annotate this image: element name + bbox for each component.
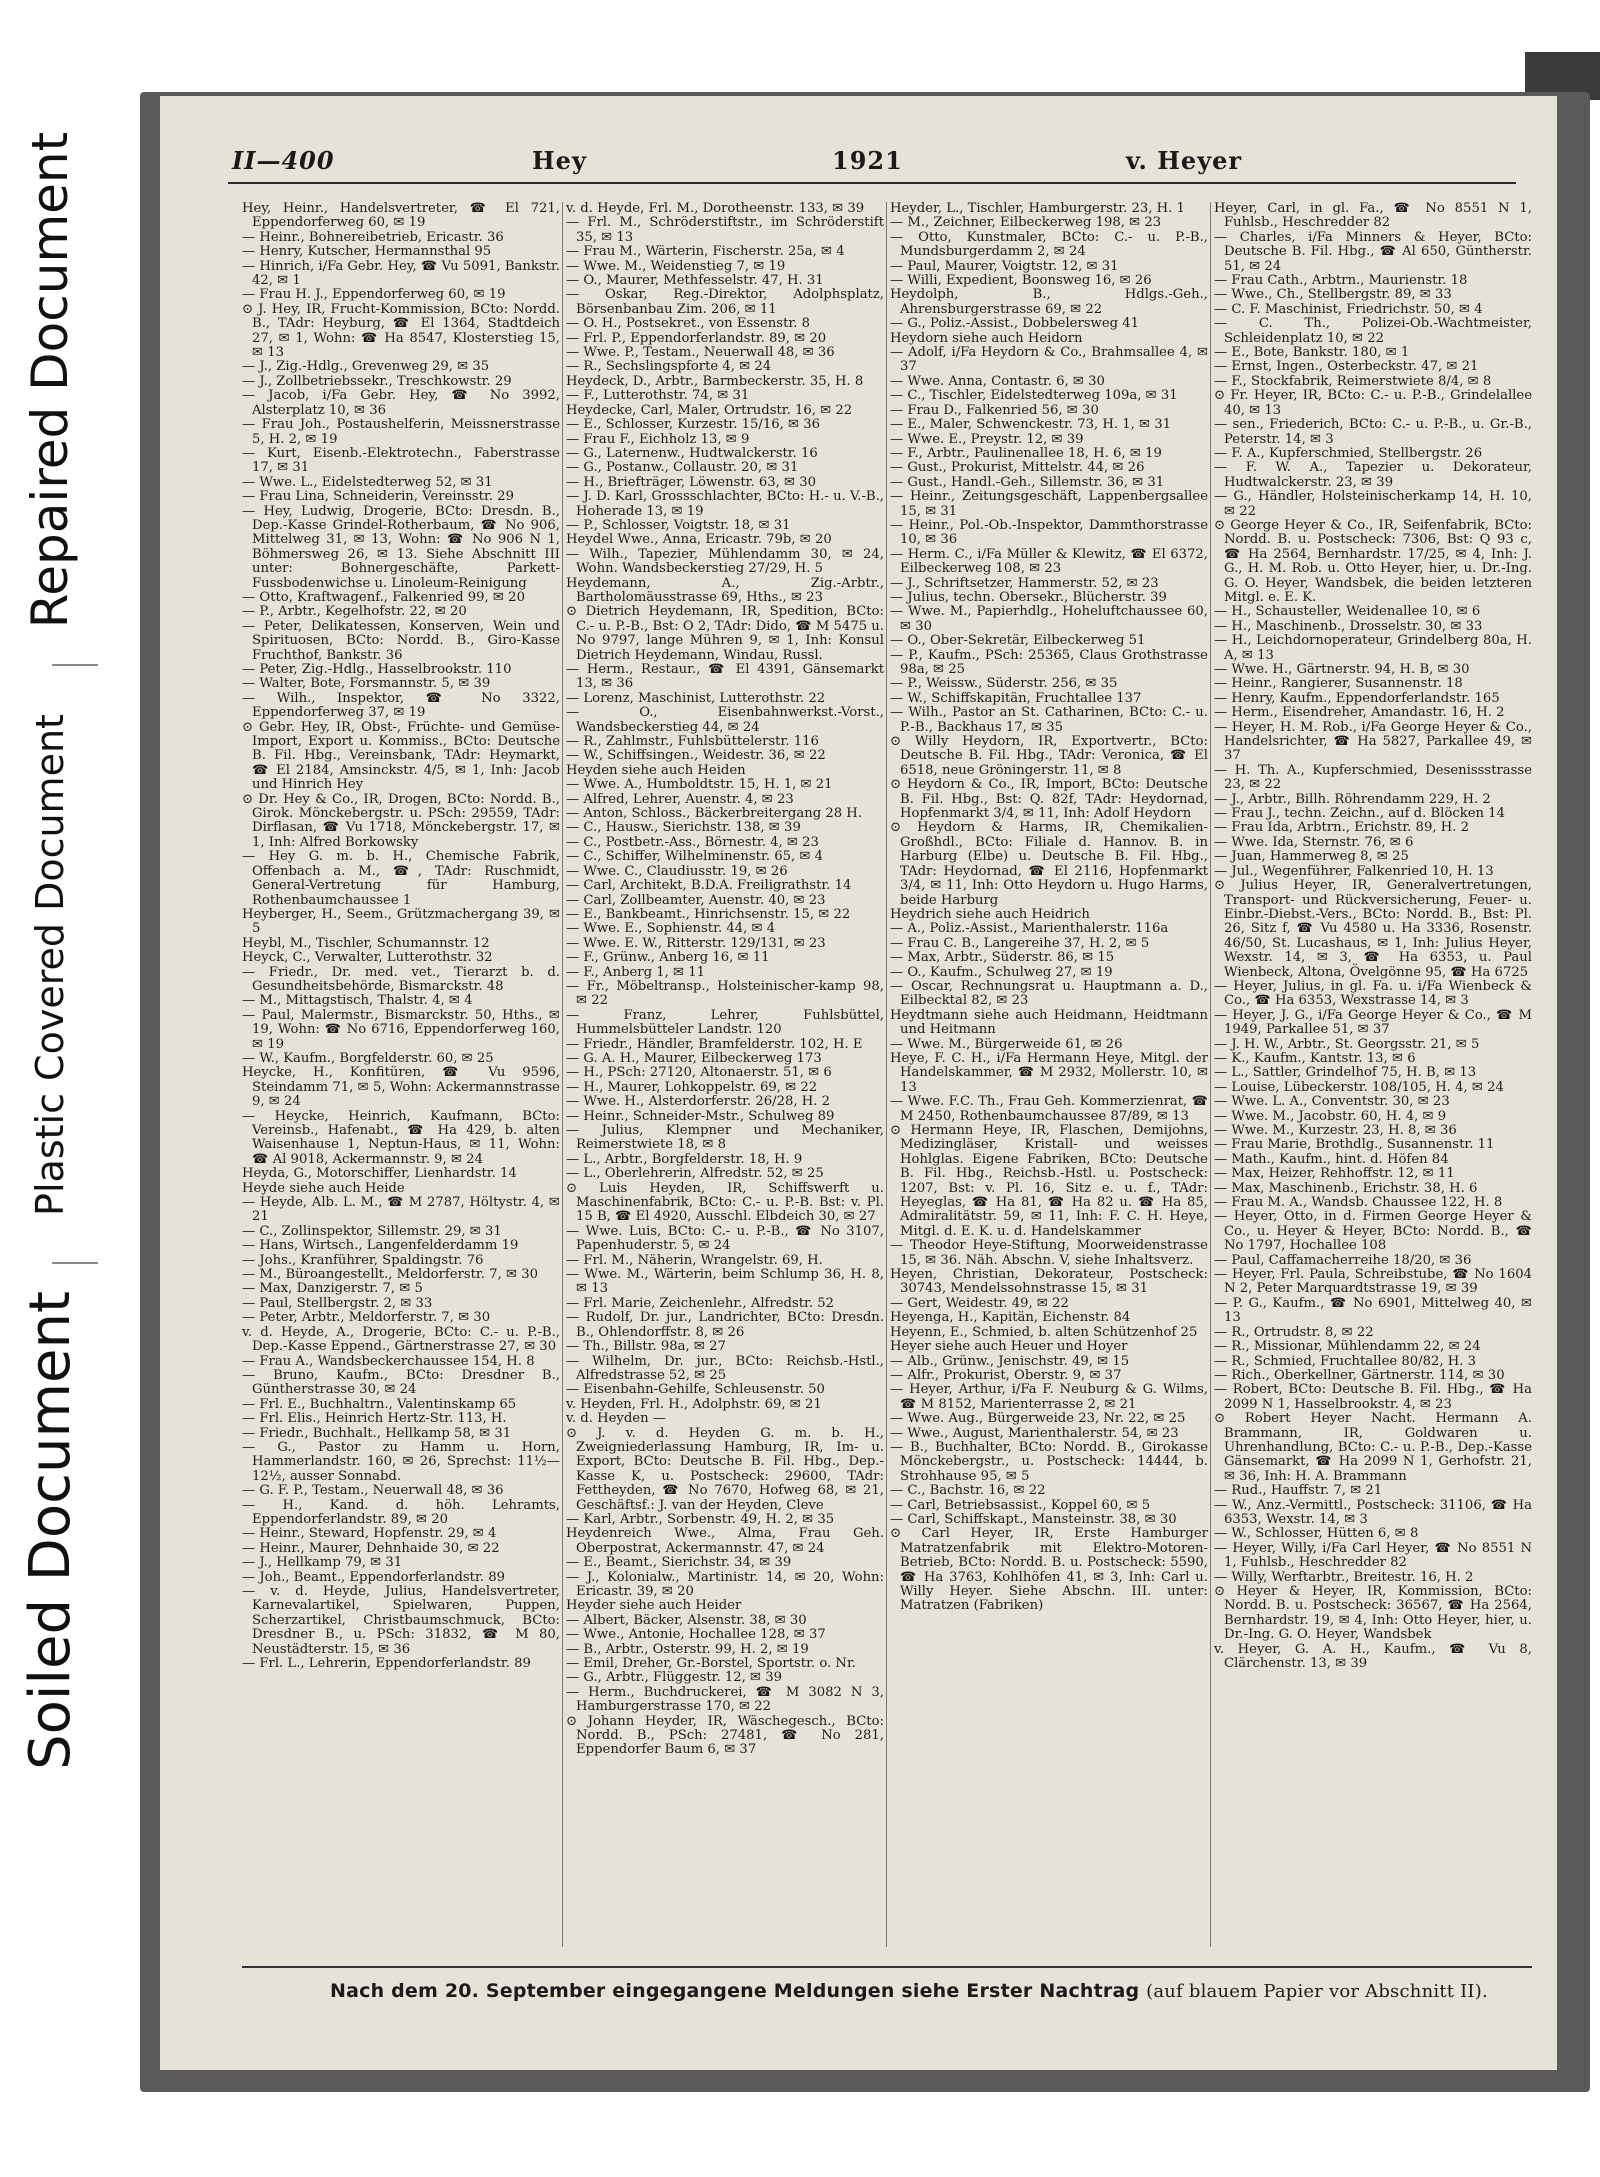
directory-entry: ⊙ J. Hey, IR, Frucht-Kommission, BCto: Nordd. B., TAdr: Heyburg, ☎ El 1364, Stadtdeich 27, ✉ 1, Wohn: ☎ Ha 8547, Klosterstieg 15, ✉ 13 — [242, 301, 560, 361]
directory-entry: ⊙ Heydorn & Co., IR, Import, BCto: Deutsche B. Fil. Hbg., Bst: Q. 82f, TAdr: Heydornad, Hopfenmarkt 3/4, ✉ 11, Inh: Adolf Heydorn — [890, 777, 1208, 822]
directory-entry: ⊙ George Heyer & Co., IR, Seifenfabrik, BCto: Nordd. B. u. Postscheck: 7306, Bst: Q 93 c, ☎ Ha 2564, Bernhardstr. 17/25, ✉ 4, Inh: J. G., H. M. Rob. u. Otto Heyer, hier, u. Dr.-Ing. G. O. Heyer, Wandsbek, die beiden letzteren Mitgl. e. E. K. — [1214, 517, 1532, 605]
footer-normal: (auf blauem Papier vor Abschnitt II). — [1146, 1981, 1488, 2002]
directory-entry: — Frl. M., Näherin, Wrangelstr. 69, H. — [566, 1252, 823, 1268]
directory-entry: — Karl, Arbtr., Sorbenstr. 49, H. 2, ✉ 35 — [566, 1511, 835, 1527]
directory-entry: — Emil, Dreher, Gr.-Borstel, Sportstr. o. Nr. — [566, 1656, 856, 1672]
directory-entry: — R., Ortrudstr. 8, ✉ 22 — [1214, 1324, 1374, 1340]
directory-entry: — Lorenz, Maschinist, Lutterothstr. 22 — [566, 690, 826, 706]
directory-entry: — H., Maurer, Lohkoppelstr. 69, ✉ 22 — [566, 1079, 818, 1095]
directory-entry: — Julius, techn. Obersekr., Blücherstr. 39 — [890, 589, 1167, 605]
directory-entry: — Jul., Wegenführer, Falkenried 10, H. 13 — [1214, 863, 1494, 879]
directory-entry: — G., Pastor zu Hamm u. Horn, Hammerlandstr. 160, ✉ 26, Sprechst: 11½—12½, ausser Sonnabd. — [242, 1439, 560, 1484]
directory-entry: — Frl. Marie, Zeichenlehr., Alfredstr. 52 — [566, 1295, 835, 1311]
repaired-document-label: Repaired Document — [21, 131, 80, 629]
directory-entry: — W., Kaufm., Borgfelderstr. 60, ✉ 25 — [242, 1050, 494, 1066]
directory-entry: — Max, Danzigerstr. 7, ✉ 5 — [242, 1281, 423, 1297]
directory-entry: — Peter, Arbtr., Meldorferstr. 7, ✉ 30 — [242, 1310, 491, 1326]
directory-entry: — Friedr., Händler, Bramfelderstr. 102, H. E — [566, 1036, 863, 1052]
directory-entry: — Wwe. M., Weidenstieg 7, ✉ 19 — [566, 258, 786, 274]
directory-entry: — Otto, Kraftwagenf., Falkenried 99, ✉ 20 — [242, 589, 525, 605]
directory-entry: — Herm., Buchdruckerei, ☎ M 3082 N 3, Hamburgerstrasse 170, ✉ 22 — [566, 1684, 884, 1715]
soiled-document-label: Soiled Document — [17, 1290, 83, 1770]
directory-entry: — J., Arbtr., Billh. Röhrendamm 229, H. 2 — [1214, 791, 1491, 807]
directory-entry: — Wwe. L. A., Conventstr. 30, ✉ 23 — [1214, 1094, 1450, 1110]
directory-entry: — C., Bachstr. 16, ✉ 22 — [890, 1483, 1046, 1499]
directory-entry: — Frau M. A., Wandsb. Chaussee 122, H. 8 — [1214, 1195, 1503, 1211]
directory-entry: ⊙ Dietrich Heydemann, IR, Spedition, BCto: C.- u. P.-B., Bst: O 2, TAdr: Dido, ☎ M 5475 u. No 9797, lange Mühren 9, ✉ 1, Inh: Konsul Dietrich Heydemann, Windau, Russl. — [566, 604, 884, 663]
directory-entry: — Wwe. C., Claudiusstr. 19, ✉ 26 — [566, 863, 788, 879]
directory-entry: — J., Schriftsetzer, Hammerstr. 52, ✉ 23 — [890, 575, 1159, 591]
directory-entry: — A., Poliz.-Assist., Marienthalerstr. 116a — [890, 921, 1169, 937]
directory-entry: — C. F. Maschinist, Friedrichstr. 50, ✉ 4 — [1214, 301, 1483, 317]
label-divider — [52, 1262, 98, 1264]
directory-entry: — Albert, Bäcker, Alsenstr. 38, ✉ 30 — [566, 1612, 807, 1628]
directory-entry: — Hey, Ludwig, Drogerie, BCto: Dresdn. B., Dep.-Kasse Grindel-Rotherbaum, ☎ No 906, Mittelweg 31, ✉ 13, Wohn: ☎ No 906 N 1, Böhmersweg 26, ✉ 13. Siehe Abschnitt III unter: Bohnergeschäfte, Parkett-Fussbodenwichse u. Linoleum-Reinigung — [242, 503, 560, 591]
directory-entry: — Rud., Hauffstr. 7, ✉ 21 — [1214, 1483, 1383, 1499]
directory-entry: — H., Schausteller, Weidenallee 10, ✉ 6 — [1214, 604, 1481, 620]
directory-entry: — Henry, Kaufm., Eppendorferlandstr. 165 — [1214, 690, 1500, 706]
directory-entry: — J., Hellkamp 79, ✉ 31 — [242, 1555, 403, 1571]
directory-entry: — C., Schiffer, Wilhelminenstr. 65, ✉ 4 — [566, 849, 824, 865]
directory-entry: — G., Postanw., Collaustr. 20, ✉ 31 — [566, 460, 799, 476]
directory-entry: — Wwe. E., Sophienstr. 44, ✉ 4 — [566, 921, 776, 937]
directory-entry: — P., Kaufm., PSch: 25365, Claus Grothstrasse 98a, ✉ 25 — [890, 647, 1208, 677]
directory-entry: Heyden siehe auch Heiden — [566, 762, 746, 778]
directory-entry: — Frau Marie, Brothdlg., Susannenstr. 11 — [1214, 1137, 1495, 1153]
directory-entry: — Wwe. P., Testam., Neuerwall 48, ✉ 36 — [566, 345, 835, 361]
directory-entry: ⊙ Hermann Heye, IR, Flaschen, Demijohns, Medizingläser, Kristall- und weisses Hohlglas. Eigene Fabriken, BCto: Deutsche B. Fil. Hbg., Reichsb.-Hstl. u. Postscheck: 1207, Bst: v. Pl. 16, Sitz e. u. f., TAdr: Heyeglas, ☎ Ha 81, ☎ Ha 82 u. ☎ Ha 85, Admiralitätstr. 59, ✉ 11, Inh: F. C. H. Heye, Mitgl. d. E. K. u. d. Handelskammer — [890, 1123, 1208, 1239]
directory-entry: — Frl. Elis., Heinrich Hertz-Str. 113, H. — [242, 1411, 507, 1427]
directory-entry: — F., Arbtr., Paulinenallee 18, H. 6, ✉ 19 — [890, 445, 1162, 461]
directory-entry: — H., Briefträger, Löwenstr. 63, ✉ 30 — [566, 474, 817, 490]
directory-entry: — H. Th. A., Kupferschmied, Desenissstrasse 23, ✉ 22 — [1214, 762, 1532, 793]
directory-entry: — Wwe. M., Jacobstr. 60, H. 4, ✉ 9 — [1214, 1108, 1447, 1124]
directory-entry: — Frl. P., Eppendorferlandstr. 89, ✉ 20 — [566, 330, 827, 346]
running-head-last: v. Heyer — [1126, 146, 1243, 175]
directory-entry: ⊙ Willy Heydorn, IR, Exportvertr., BCto: Deutsche B. Fil. Hbg., TAdr: Veronica, ☎ El 6518, neue Gröningerstr. 11, ✉ 8 — [890, 734, 1208, 778]
directory-entry: — Alb., Grünw., Jenischstr. 49, ✉ 15 — [890, 1353, 1130, 1369]
directory-entry: — Franz, Lehrer, Fuhlsbüttel, Hummelsbütteler Landstr. 120 — [566, 1007, 884, 1038]
directory-entry: — O., Maurer, Methfesselstr. 47, H. 31 — [566, 273, 824, 289]
directory-entry: — Frau Lina, Schneiderin, Vereinsstr. 29 — [242, 489, 514, 505]
directory-entry: — Wwe. M., Wärterin, beim Schlump 36, H. 8, ✉ 13 — [566, 1267, 884, 1297]
directory-entry: — Hans, Wirtsch., Langenfelderdamm 19 — [242, 1238, 519, 1254]
directory-entry: — Herm. C., i/Fa Müller & Klewitz, ☎ El 6372, Eilbeckerweg 108, ✉ 23 — [890, 546, 1208, 577]
directory-entry: — Willi, Expedient, Boonsweg 16, ✉ 26 — [890, 273, 1152, 289]
directory-entry: — E., Maler, Schwenckestr. 73, H. 1, ✉ 31 — [890, 417, 1172, 433]
directory-entry: — Fr., Möbeltransp., Holsteinischer-kamp 98, ✉ 22 — [566, 978, 884, 1009]
directory-entry: — P., Schlosser, Voigtstr. 18, ✉ 31 — [566, 517, 791, 533]
directory-entry: ⊙ Luis Heyden, IR, Schiffswerft u. Maschinenfabrik, BCto: C.- u. P.-B. Bst: v. Pl. 15 B, ☎ El 4920, Ausschl. Elbdeich 30, ✉ 27 — [566, 1180, 884, 1225]
directory-entry: — Paul, Malermstr., Bismarckstr. 50, Hths., ✉ 19, Wohn: ☎ No 6716, Eppendorferweg 160, ✉ 19 — [242, 1007, 560, 1052]
directory-entry: — G., Poliz.-Assist., Dobbelersweg 41 — [890, 316, 1140, 332]
directory-entry: — Herm., Restaur., ☎ El 4391, Gänsemarkt 13, ✉ 36 — [566, 662, 884, 692]
directory-entry: — Gust., Handl.-Geh., Sillemstr. 36, ✉ 31 — [890, 474, 1165, 490]
directory-entry: — Friedr., Dr. med. vet., Tierarzt b. d. Gesundheitsbehörde, Bismarckstr. 48 — [242, 964, 560, 994]
directory-entry: ⊙ Dr. Hey & Co., IR, Drogen, BCto: Nordd. B., Girok. Mönckebergstr. u. PSch: 29559, TAdr: Dirflasan, ☎ Vu 1718, Mönckebergstr. 17, ✉ 1, Inh: Alfred Borkowsky — [242, 791, 560, 850]
directory-entry: — W., Schiffskapitän, Fruchtallee 137 — [890, 690, 1142, 706]
directory-entry: Heydolph, B., Hdlgs.-Geh., Ahrensburgerstrasse 69, ✉ 22 — [890, 287, 1208, 317]
directory-entry: — Heinr., Rangierer, Susannenstr. 18 — [1214, 676, 1463, 692]
directory-entry: — Wilh., Pastor an St. Catharinen, BCto: C.- u. P.-B., Backhaus 17, ✉ 35 — [890, 705, 1208, 735]
directory-entry: — Joh., Beamt., Eppendorferlandstr. 89 — [242, 1569, 505, 1585]
directory-entry: ⊙ Julius Heyer, IR, Generalvertretungen, Transport- und Rückversicherung, Feuer- u. Einbr.-Diebst.-Vers., BCto: Nordd. B., Bst: Pl. 26, Sitz f, ☎ Vu 4580 u. Ha 3336, Rosenstr. 46/50, St. Lucashaus, ✉ 1, Inh: Julius Heyer, Wexstr. 14, ✉ 3, ☎ Ha 6353, u. Paul Wienbeck, Altona, Övelgönne 95, ☎ Ha 6725 — [1214, 878, 1532, 980]
directory-entry: — Wwe. Aug., Bürgerweide 23, Nr. 22, ✉ 25 — [890, 1411, 1186, 1427]
directory-entry: — sen., Friederich, BCto: C.- u. P.-B., u. Gr.-B., Peterstr. 14, ✉ 3 — [1214, 417, 1532, 447]
directory-entry: Heyder siehe auch Heider — [566, 1598, 742, 1614]
directory-entry: — Wwe. A., Humboldtstr. 15, H. 1, ✉ 21 — [566, 777, 833, 793]
directory-entry: — Gust., Prokurist, Mittelstr. 44, ✉ 26 — [890, 460, 1145, 476]
directory-entry: — Wwe. L., Eidelstedterweg 52, ✉ 31 — [242, 474, 493, 490]
directory-entry: — Carl, Zollbeamter, Auenstr. 40, ✉ 23 — [566, 892, 826, 908]
directory-entry: ⊙ Heyer & Heyer, IR, Kommission, BCto: Nordd. B. u. Postscheck: 36567, ☎ Ha 2564, Bernhardstr. 19, ✉ 4, Inh: Otto Heyer, hier, u. Dr.-Ing. G. O. Heyer, Wandsbek — [1214, 1584, 1532, 1643]
directory-entry: Heyer siehe auch Heuer und Hoyer — [890, 1339, 1128, 1355]
directory-entry: — Heyer, Julius, in gl. Fa. u. i/Fa Wienbeck & Co., ☎ Ha 6353, Wexstrasse 14, ✉ 3 — [1214, 978, 1532, 1009]
directory-entry: — O., Ober-Sekretär, Eilbeckerweg 51 — [890, 633, 1146, 649]
directory-entry: — Wwe. E., Preystr. 12, ✉ 39 — [890, 431, 1084, 447]
directory-entry: — Max, Arbtr., Süderstr. 86, ✉ 15 — [890, 950, 1115, 966]
directory-entry: — Paul, Stellbergstr. 2, ✉ 33 — [242, 1295, 433, 1311]
directory-entry: — R., Missionar, Mühlendamm 22, ✉ 24 — [1214, 1339, 1481, 1355]
directory-entry: — C., Hausw., Sierichstr. 138, ✉ 39 — [566, 820, 801, 836]
directory-entry: Heyenga, H., Kapitän, Eichenstr. 84 — [890, 1310, 1131, 1326]
directory-entry: — Frau A., Wandsbeckerchaussee 154, H. 8 — [242, 1353, 535, 1369]
directory-entry: — Frau Ida, Arbtrn., Erichstr. 89, H. 2 — [1214, 820, 1469, 836]
directory-entry: — Henry, Kutscher, Hermannsthal 95 — [242, 244, 492, 260]
directory-entry: — Otto, Kunstmaler, BCto: C.- u. P.-B., Mundsburgerdamm 2, ✉ 24 — [890, 229, 1208, 260]
directory-entry: — Th., Billstr. 98a, ✉ 27 — [566, 1339, 726, 1355]
directory-entry: Heydorn siehe auch Heidorn — [890, 330, 1083, 346]
directory-entry: Heydel Wwe., Anna, Ericastr. 79b, ✉ 20 — [566, 532, 832, 548]
directory-entry: — Robert, BCto: Deutsche B. Fil. Hbg., ☎ Ha 2099 N 1, Hasselbrookstr. 4, ✉ 23 — [1214, 1382, 1532, 1412]
directory-entry: — Carl, Betriebsassist., Koppel 60, ✉ 5 — [890, 1497, 1151, 1513]
directory-entry: — Wwe. E. W., Ritterstr. 129/131, ✉ 23 — [566, 935, 826, 951]
directory-entry: — K., Kaufm., Kantstr. 13, ✉ 6 — [1214, 1050, 1416, 1066]
header-rule — [228, 182, 1516, 184]
directory-entry: — J., Zig.-Hdlg., Grevenweg 29, ✉ 35 — [242, 359, 490, 375]
directory-entry: Heydecke, Carl, Maler, Ortrudstr. 16, ✉ 22 — [566, 402, 853, 418]
directory-entry: Heycke, H., Konfitüren, ☎ Vu 9596, Steindamm 71, ✉ 5, Wohn: Ackermannstrasse 9, ✉ 24 — [242, 1065, 560, 1110]
directory-entry: — R., Sechslingspforte 4, ✉ 24 — [566, 359, 772, 375]
directory-entry: — J. H. W., Arbtr., St. Georgsstr. 21, ✉ 5 — [1214, 1036, 1480, 1052]
directory-entry: — H., Kand. d. höh. Lehramts, Eppendorferlandstr. 89, ✉ 20 — [242, 1497, 560, 1527]
directory-entry: — Heyer, Otto, in d. Firmen George Heyer & Co., u. Heyer & Heyer, BCto: Nordd. B., ☎ No 1797, Hochallee 108 — [1214, 1209, 1532, 1254]
directory-entry: — Jacob, i/Fa Gebr. Hey, ☎ No 3992, Alsterplatz 10, ✉ 36 — [242, 388, 560, 418]
directory-entry: — J. D. Karl, Grossschlachter, BCto: H.- u. V.-B., Hoherade 13, ✉ 19 — [566, 489, 884, 519]
directory-entry: — F., Stockfabrik, Reimerstwiete 8/4, ✉ 8 — [1214, 373, 1492, 389]
directory-entry: — M., Zeichner, Eilbeckerweg 198, ✉ 23 — [890, 215, 1162, 231]
directory-entry: — H., Maschinenb., Drosselstr. 30, ✉ 33 — [1214, 618, 1483, 634]
column-separator — [562, 202, 563, 1947]
directory-entry: — Heyer, Arthur, i/Fa F. Neuburg & G. Wilms, ☎ M 8152, Marienterrasse 2, ✉ 21 — [890, 1382, 1208, 1412]
page-header — [160, 146, 1557, 186]
directory-entry: — Wwe. H., Alsterdorferstr. 26/28, H. 2 — [566, 1094, 831, 1110]
directory-entry: — Frl. E., Buchhaltrn., Valentinskamp 65 — [242, 1396, 517, 1412]
directory-entry: — Hey G. m. b. H., Chemische Fabrik, Offenbach a. M., ☎, TAdr: Ruschmidt, General-Vertretung für Hamburg, Rothenbaumchaussee 1 — [242, 849, 560, 908]
directory-entry: — F. W. A., Tapezier u. Dekorateur, Hudtwalckerstr. 23, ✉ 39 — [1214, 460, 1532, 490]
directory-entry: — Max, Heizer, Rehhoffstr. 12, ✉ 11 — [1214, 1166, 1455, 1182]
directory-entry: — O., Eisenbahnwerkst.-Vorst., Wandsbeckerstieg 44, ✉ 24 — [566, 705, 884, 735]
footer-rule — [242, 1966, 1532, 1968]
directory-entry: — O. H., Postsekret., von Essenstr. 8 — [566, 316, 810, 332]
column-separator — [1210, 202, 1211, 1947]
directory-entry: — Heyer, Frl. Paula, Schreibstube, ☎ No 1604 N 2, Peter Marquardtstrasse 19, ✉ 39 — [1214, 1267, 1532, 1297]
directory-entry: — E., Bankbeamt., Hinrichsenstr. 15, ✉ 22 — [566, 906, 851, 922]
directory-entry: — Carl, Schiffskapt., Mansteinstr. 38, ✉ 30 — [890, 1511, 1177, 1527]
directory-entry: — C., Tischler, Eidelstedterweg 109a, ✉ 31 — [890, 388, 1178, 404]
directory-entry: — M., Mittagstisch, Thalstr. 4, ✉ 4 — [242, 993, 473, 1009]
directory-entry: Heyck, C., Verwalter, Lutterothstr. 32 — [242, 950, 493, 966]
directory-entry: — B., Buchhalter, BCto: Nordd. B., Girokasse Mönckebergstr., u. Postscheck: 14444, b. Strohhause 95, ✉ 5 — [890, 1439, 1208, 1484]
directory-entry: — O., Kaufm., Schulweg 27, ✉ 19 — [890, 964, 1113, 980]
directory-entry: — E., Bote, Bankstr. 180, ✉ 1 — [1214, 345, 1410, 361]
directory-entry: — Charles, i/Fa Minners & Heyer, BCto: Deutsche B. Fil. Hbg., ☎ Al 650, Güntherstr. 51, ✉ 24 — [1214, 229, 1532, 274]
directory-entry: — Frau Cath., Arbtrn., Maurienstr. 18 — [1214, 273, 1468, 289]
directory-entry: — Heyde, Alb. L. M., ☎ M 2787, Höltystr. 4, ✉ 21 — [242, 1195, 560, 1225]
directory-entry: — Carl, Architekt, B.D.A. Freiligrathstr. 14 — [566, 878, 852, 894]
column-separator — [886, 202, 887, 1947]
directory-entry: — Heyer, Willy, i/Fa Carl Heyer, ☎ No 8551 N 1, Fuhlsb., Heschredder 82 — [1214, 1540, 1532, 1571]
year: 1921 — [832, 146, 903, 175]
directory-entry: — Frau J., techn. Zeichn., auf d. Blöcken 14 — [1214, 806, 1505, 822]
directory-entry: — v. d. Heyde, Julius, Handelsvertreter, Karnevalartikel, Spielwaren, Puppen, Scherzartikel, Christbaumschmuck, BCto: Dresdner B., u. PSch: 31832, ☎ M 80, Neustädterstr. 15, ✉ 36 — [242, 1584, 560, 1657]
directory-entry: — W., Anz.-Vermittl., Postscheck: 31106, ☎ Ha 6353, Wexstr. 14, ✉ 3 — [1214, 1497, 1532, 1527]
directory-entry: — Theodor Heye-Stiftung, Moorweidenstrasse 15, ✉ 36. Näh. Abschn. V, siehe Inhaltsverz. — [890, 1238, 1208, 1268]
directory-entry: — Wwe. Ida, Sternstr. 76, ✉ 6 — [1214, 834, 1414, 850]
directory-entry: Heydtmann siehe auch Heidmann, Heidtmann und Heitmann — [890, 1007, 1208, 1038]
directory-entry: — C., Postbetr.-Ass., Börnestr. 4, ✉ 23 — [566, 834, 819, 850]
directory-entry: ⊙ Carl Heyer, IR, Erste Hamburger Matratzenfabrik mit Elektro-Motoren-Betrieb, BCto: Nordd. B. u. Postscheck: 5590, ☎ Ha 3763, Kohlhöfen 41, ✉ 3, Inh: Carl u. Willy Heyer. Siehe Abschn. III. unter: Matratzen (Fabriken) — [890, 1526, 1208, 1614]
directory-entry: Hey, Heinr., Handelsvertreter, ☎ El 721, Eppendorferweg 60, ✉ 19 — [242, 202, 560, 231]
directory-entry: — Willy, Werftarbtr., Breitestr. 16, H. 2 — [1214, 1569, 1474, 1585]
directory-entry: — Wwe., Ch., Stellbergstr. 89, ✉ 33 — [1214, 287, 1452, 303]
directory-entry: ⊙ Johann Heyder, IR, Wäschegesch., BCto: Nordd. B., PSch: 27481, ☎ No 281, Eppendorfer Baum 6, ✉ 37 — [566, 1713, 884, 1758]
directory-entry: — Louise, Lübeckerstr. 108/105, H. 4, ✉ 24 — [1214, 1079, 1504, 1095]
directory-entry: — Eisenbahn-Gehilfe, Schleusenstr. 50 — [566, 1382, 825, 1398]
directory-entry: ⊙ Fr. Heyer, IR, BCto: C.- u. P.-B., Grindelallee 40, ✉ 13 — [1214, 388, 1532, 418]
directory-entry: — Wwe. H., Gärtnerstr. 94, H. B, ✉ 30 — [1214, 662, 1470, 677]
page-number: II—400 — [232, 146, 335, 175]
directory-page — [160, 96, 1557, 2070]
directory-entry: — Heinr., Maurer, Dehnhaide 30, ✉ 22 — [242, 1540, 500, 1556]
directory-entry: — M., Büroangestellt., Meldorferstr. 7, ✉ 30 — [242, 1267, 538, 1283]
directory-entry: — Wilh., Inspektor, ☎ No 3322, Eppendorferweg 37, ✉ 19 — [242, 690, 560, 721]
directory-entry: — Johs., Kranführer, Spaldingstr. 76 — [242, 1252, 484, 1268]
directory-entry: — Ernst, Ingen., Osterbeckstr. 47, ✉ 21 — [1214, 359, 1479, 375]
directory-entry: — Wwe. Luis, BCto: C.- u. P.-B., ☎ No 3107, Papenhuderstr. 5, ✉ 24 — [566, 1223, 884, 1254]
directory-entry: — Rudolf, Dr. jur., Landrichter, BCto: Dresdn. B., Ohlendorffstr. 8, ✉ 26 — [566, 1310, 884, 1340]
directory-entry: — L., Oberlehrerin, Alfredstr. 52, ✉ 25 — [566, 1166, 824, 1182]
directory-entry: v. Heyer, G. A. H., Kaufm., ☎ Vu 8, Clärchenstr. 13, ✉ 39 — [1214, 1641, 1532, 1672]
directory-entry: — Paul, Caffamacherreihe 18/20, ✉ 36 — [1214, 1252, 1472, 1268]
directory-entry: — Wilhelm, Dr. jur., BCto: Reichsb.-Hstl., Alfredstrasse 52, ✉ 25 — [566, 1353, 884, 1383]
directory-entry: — Math., Kaufm., hint. d. Höfen 84 — [1214, 1151, 1449, 1167]
directory-entry: Heyder, L., Tischler, Hamburgerstr. 23, H. 1 — [890, 202, 1185, 216]
directory-entry: Heyen, Christian, Dekorateur, Postscheck: 30743, Mendelssohnstrasse 15, ✉ 31 — [890, 1267, 1208, 1297]
directory-entry: — J., Zollbetriebssekr., Treschkowstr. 29 — [242, 373, 512, 389]
directory-entry: — Alfr., Prokurist, Oberstr. 9, ✉ 37 — [890, 1367, 1122, 1383]
directory-entry: — F., Grünw., Anberg 16, ✉ 11 — [566, 950, 770, 966]
directory-entry: — Friedr., Buchhalt., Hellkamp 58, ✉ 31 — [242, 1425, 512, 1441]
directory-entry: — Wilh., Tapezier, Mühlendamm 30, ✉ 24, Wohn. Wandsbeckerstieg 27/29, H. 5 — [566, 546, 884, 577]
directory-entry: — Peter, Delikatessen, Konserven, Wein und Spirituosen, BCto: Nordd. B., Giro-Kasse Fruchthof, Bankstr. 36 — [242, 618, 560, 663]
directory-entry: Heyde siehe auch Heide — [242, 1180, 405, 1196]
directory-entry: — L., Sattler, Grindelhof 75, H. B, ✉ 13 — [1214, 1065, 1477, 1081]
running-head-first: Hey — [532, 146, 587, 175]
directory-entry: — Kurt, Eisenb.-Elektrotechn., Faberstrasse 17, ✉ 31 — [242, 445, 560, 476]
directory-entry: — J., Kolonialw., Martinistr. 14, ✉ 20, Wohn: Ericastr. 39, ✉ 20 — [566, 1569, 884, 1599]
directory-entry: — Wwe. F.C. Th., Frau Geh. Kommerzienrat, ☎ M 2450, Rothenbaumchaussee 87/89, ✉ 13 — [890, 1094, 1208, 1124]
directory-entry: — G. A. H., Maurer, Eilbeckerweg 173 — [566, 1050, 822, 1066]
directory-entry: — Anton, Schloss., Bäckerbreitergang 28 H. — [566, 806, 863, 822]
plastic-covered-document-label: Plastic Covered Document — [28, 714, 72, 1216]
directory-entry: — F., Anberg 1, ✉ 11 — [566, 964, 706, 980]
directory-entry: ⊙ Heydorn & Harms, IR, Chemikalien-Großhdl., BCto: Filiale d. Hannov. B. in Harburg (Elbe) u. Deutsche B. Fil. Hbg., TAdr: Heydornad, ☎ El 2116, Hopfenmarkt 3/4, ✉ 11, Inh: Otto Heydorn u. Hugo Harms, beide Harburg — [890, 820, 1208, 908]
directory-entry: — C. Th., Polizei-Ob.-Wachtmeister, Schleidenplatz 10, ✉ 22 — [1214, 316, 1532, 346]
directory-entry: — B., Arbtr., Osterstr. 99, H. 2, ✉ 19 — [566, 1641, 809, 1657]
directory-entry: — Frau D., Falkenried 56, ✉ 30 — [890, 402, 1099, 418]
directory-entry: — Hinrich, i/Fa Gebr. Hey, ☎ Vu 5091, Bankstr. 42, ✉ 1 — [242, 258, 560, 289]
directory-entry: — Adolf, i/Fa Heydorn & Co., Brahmsallee 4, ✉ 37 — [890, 345, 1208, 375]
directory-entry: Heydenreich Wwe., Alma, Frau Geh. Oberpostrat, Ackermannstr. 47, ✉ 24 — [566, 1526, 884, 1556]
directory-entry: — P., Arbtr., Kegelhofstr. 22, ✉ 20 — [242, 604, 467, 620]
directory-entry: ⊙ J. v. d. Heyden G. m. b. H., Zweigniederlassung Hamburg, IR, Im- u. Export, BCto: Deutsche B. Fil. Hbg., Dep.-Kasse K, u. Postscheck: 29600, TAdr: Fettheyden, ☎ No 7670, Hofweg 68, ✉ 21, Geschäftsf.: J. van der Heyden, Cleve — [566, 1425, 884, 1513]
directory-entry: — Juan, Hammerweg 8, ✉ 25 — [1214, 849, 1409, 865]
directory-entry: Heydrich siehe auch Heidrich — [890, 906, 1090, 922]
directory-entry: — W., Schlosser, Hütten 6, ✉ 8 — [1214, 1526, 1419, 1542]
directory-entry: — P. G., Kaufm., ☎ No 6901, Mittelweg 40, ✉ 13 — [1214, 1295, 1532, 1326]
directory-entry: — Wwe., August, Marienthalerstr. 54, ✉ 23 — [890, 1425, 1179, 1441]
directory-entry: Heybl, M., Tischler, Schumannstr. 12 — [242, 935, 490, 951]
directory-entry: — Wwe., Antonie, Hochallee 128, ✉ 37 — [566, 1627, 826, 1643]
directory-entry: v. d. Heyde, Frl. M., Dorotheenstr. 133, ✉ 39 — [566, 202, 865, 216]
directory-entry: — L., Arbtr., Borgfelderstr. 18, H. 9 — [566, 1151, 803, 1167]
directory-entry: Heyberger, H., Seem., Grützmachergang 39, ✉ 5 — [242, 906, 560, 937]
directory-entry: — Julius, Klempner und Mechaniker, Reimerstwiete 18, ✉ 8 — [566, 1123, 884, 1153]
directory-entry: — Max, Maschinenb., Erichstr. 38, H. 6 — [1214, 1180, 1478, 1196]
directory-entry: — G. F. P., Testam., Neuerwall 48, ✉ 36 — [242, 1483, 504, 1499]
directory-entry: Heyer, Carl, in gl. Fa., ☎ No 8551 N 1, Fuhlsb., Heschredder 82 — [1214, 202, 1532, 231]
directory-entry: ⊙ Gebr. Hey, IR, Obst-, Früchte- und Gemüse-Import, Export u. Kommiss., BCto: Deutsche B. Fil. Hbg., Vereinsbank, TAdr: Heymarkt, ☎ El 2184, Amsinckstr. 4/5, ✉ 1, Inh: Jacob und Hinrich Hey — [242, 719, 560, 793]
directory-entry: — Wwe. Anna, Contastr. 6, ✉ 30 — [890, 373, 1105, 389]
directory-entry: ⊙ Robert Heyer Nacht. Hermann A. Brammann, IR, Goldwaren u. Uhrenhandlung, BCto: C.- u. P.-B., Dep.-Kasse Gänsemarkt, ☎ Ha 2099 N 1, Gerhofstr. 21, ✉ 36, Inh: H. A. Brammann — [1214, 1411, 1532, 1484]
directory-entry: — Oscar, Rechnungsrat u. Hauptmann a. D., Eilbecktal 82, ✉ 23 — [890, 978, 1208, 1009]
directory-entry: — Frau M., Wärterin, Fischerstr. 25a, ✉ 4 — [566, 244, 845, 260]
directory-entry: — Wwe. M., Bürgerweide 61, ✉ 26 — [890, 1036, 1123, 1052]
directory-entry: — Paul, Maurer, Voigtstr. 12, ✉ 31 — [890, 258, 1119, 274]
directory-entry: — Frau H. J., Eppendorferweg 60, ✉ 19 — [242, 287, 506, 303]
directory-entry: — G., Laternenw., Hudtwalckerstr. 16 — [566, 445, 818, 461]
directory-entry: — H., Leichdornoperateur, Grindelberg 80a, H. A, ✉ 13 — [1214, 633, 1532, 663]
directory-entry: v. d. Heyden — — [566, 1411, 666, 1427]
directory-entry: — R., Zahlmstr., Fuhlsbüttelerstr. 116 — [566, 734, 819, 750]
directory-entry: — Alfred, Lehrer, Auenstr. 4, ✉ 23 — [566, 791, 794, 807]
directory-entry: — C., Zollinspektor, Sillemstr. 29, ✉ 31 — [242, 1223, 502, 1239]
directory-entry: — E., Schlosser, Kurzestr. 15/16, ✉ 36 — [566, 417, 821, 433]
directory-entry: — F., Lutterothstr. 74, ✉ 31 — [566, 388, 750, 404]
directory-entry: — Heinr., Steward, Hopfenstr. 29, ✉ 4 — [242, 1526, 497, 1542]
directory-entry: Heye, F. C. H., i/Fa Hermann Heye, Mitgl. der Handelskammer, ☎ M 2932, Mollerstr. 10, ✉ 13 — [890, 1050, 1208, 1095]
directory-entry: — Peter, Zig.-Hdlg., Hasselbrookstr. 110 — [242, 662, 512, 677]
column-2 — [566, 202, 884, 1947]
directory-entry: — Gert, Weidestr. 49, ✉ 22 — [890, 1295, 1069, 1311]
directory-entry: — Heyer, H. M. Rob., i/Fa George Heyer & Co., Handelsrichter, ☎ Ha 5827, Parkallee 49, ✉ 37 — [1214, 719, 1532, 764]
directory-entry: — Frl. M., Schröderstiftstr., im Schröderstift 35, ✉ 13 — [566, 215, 884, 245]
label-divider — [52, 664, 98, 666]
directory-entry: Heyda, G., Motorschiffer, Lienhardstr. 14 — [242, 1166, 517, 1182]
directory-entry: v. d. Heyde, A., Drogerie, BCto: C.- u. P.-B., Dep.-Kasse Eppend., Gärtnerstrasse 27, ✉ 30 — [242, 1324, 560, 1355]
column-1 — [242, 202, 560, 1947]
footer-note — [330, 1980, 1488, 2002]
directory-entry: — P., Weissw., Süderstr. 256, ✉ 35 — [890, 676, 1118, 692]
directory-entry: v. Heyden, Frl. H., Adolphstr. 69, ✉ 21 — [566, 1396, 822, 1412]
directory-entry: — H., PSch: 27120, Altonaerstr. 51, ✉ 6 — [566, 1065, 832, 1081]
directory-entry: — Heyer, J. G., i/Fa George Heyer & Co., ☎ M 1949, Parkallee 51, ✉ 37 — [1214, 1007, 1532, 1038]
directory-entry: Heydeck, D., Arbtr., Barmbeckerstr. 35, H. 8 — [566, 373, 864, 389]
directory-entry: — Frau F., Eichholz 13, ✉ 9 — [566, 431, 750, 447]
directory-entry: — F. A., Kupferschmied, Stellbergstr. 26 — [1214, 445, 1483, 461]
directory-entry: — R., Schmied, Fruchtallee 80/82, H. 3 — [1214, 1353, 1477, 1369]
directory-entry: — Wwe. M., Papierhdlg., Hoheluftchaussee 60, ✉ 30 — [890, 604, 1208, 634]
column-4 — [1214, 202, 1532, 1947]
column-3 — [890, 202, 1208, 1947]
directory-entry: — Walter, Bote, Forsmannstr. 5, ✉ 39 — [242, 676, 491, 692]
directory-entry: Heydemann, A., Zig.-Arbtr., Bartholomäusstrasse 69, Hths., ✉ 23 — [566, 575, 884, 605]
directory-entry: — Heinr., Bohnereibetrieb, Ericastr. 36 — [242, 229, 504, 245]
directory-entry: — Heycke, Heinrich, Kaufmann, BCto: Vereinsb., Hafenabt., ☎ Ha 429, b. alten Waisenhause 1, Neptun-Haus, ✉ 11, Wohn: ☎ Al 9018, Ackermannstr. 9, ✉ 24 — [242, 1108, 560, 1167]
directory-entry: — G., Arbtr., Flüggestr. 12, ✉ 39 — [566, 1670, 783, 1686]
directory-entry: — Wwe. M., Kurzestr. 23, H. 8, ✉ 36 — [1214, 1123, 1457, 1138]
directory-entry: — Frau Joh., Postaushelferin, Meissnerstrasse 5, H. 2, ✉ 19 — [242, 417, 560, 447]
directory-entry: — Frau C. B., Langereihe 37, H. 2, ✉ 5 — [890, 935, 1150, 951]
directory-entry: — Heinr., Zeitungsgeschäft, Lappenbergsallee 15, ✉ 31 — [890, 489, 1208, 519]
directory-entry: — W., Schiffsingen., Weidestr. 36, ✉ 22 — [566, 748, 826, 764]
directory-entry: — Frl. L., Lehrerin, Eppendorferlandstr. 89 — [242, 1656, 531, 1672]
directory-entry: — E., Beamt., Sierichstr. 34, ✉ 39 — [566, 1555, 792, 1571]
directory-entry: Heyenn, E., Schmied, b. alten Schützenhof 25 — [890, 1324, 1198, 1340]
directory-entry: — Rich., Oberkellner, Gärtnerstr. 114, ✉ 30 — [1214, 1367, 1505, 1383]
directory-entry: — Herm., Eisendreher, Amandastr. 16, H. 2 — [1214, 705, 1505, 721]
directory-entry: — G., Händler, Holsteinischerkamp 14, H. 10, ✉ 22 — [1214, 489, 1532, 519]
directory-entry: — Oskar, Reg.-Direktor, Adolphsplatz, Börsenbanbau Zim. 206, ✉ 11 — [566, 287, 884, 317]
directory-entry: — Bruno, Kaufm., BCto: Dresdner B., Güntherstrasse 30, ✉ 24 — [242, 1367, 560, 1398]
directory-entry: — Heinr., Schneider-Mstr., Schulweg 89 — [566, 1108, 835, 1124]
footer-bold: Nach dem 20. September eingegangene Meldungen siehe Erster Nachtrag — [330, 1980, 1140, 2002]
directory-entry: — Heinr., Pol.-Ob.-Inspektor, Dammthorstrasse 10, ✉ 36 — [890, 517, 1208, 548]
